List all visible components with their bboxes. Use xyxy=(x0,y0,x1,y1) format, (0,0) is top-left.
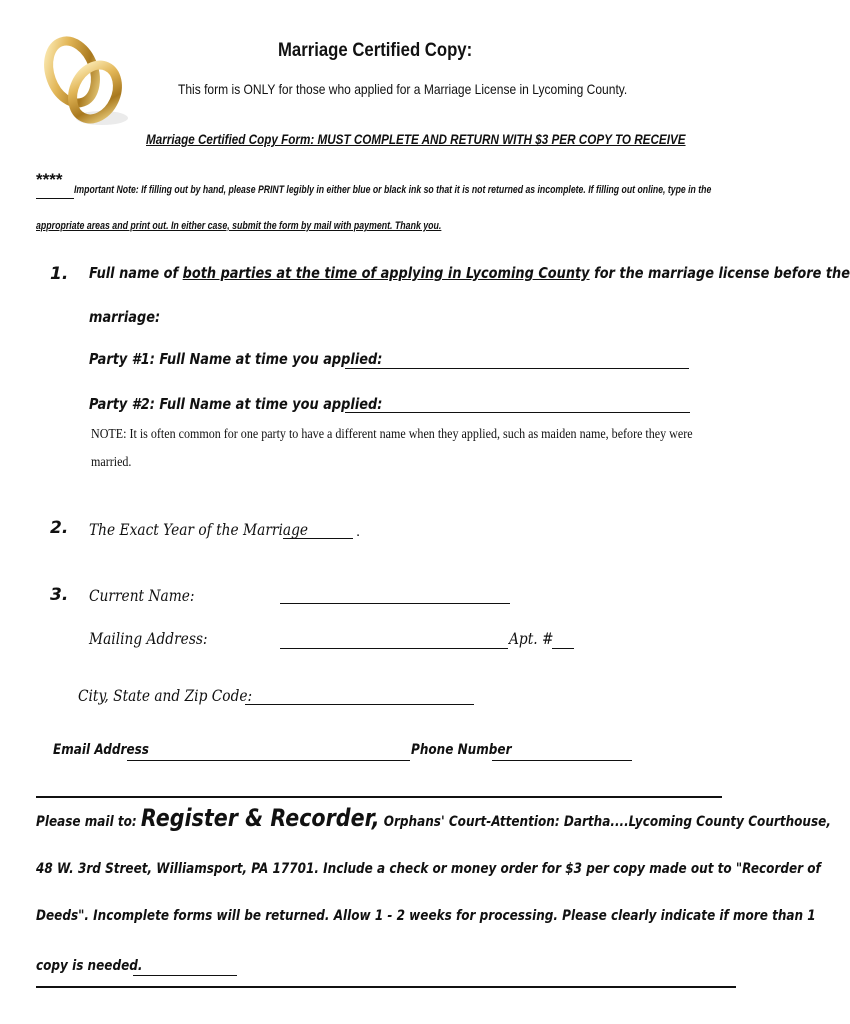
mailing-line3: Deeds". Incomplete forms will be returned. Allow 1 - 2 weeks for processing. Please clearly indicate if more than 1 xyxy=(36,908,816,924)
page-title: Marriage Certified Copy: xyxy=(278,40,473,61)
important-note-line1: Important Note: If filling out by hand, please PRINT legibly in either blue or black ink so that it is not returned as incomplete. If filling out online, type in the xyxy=(74,184,712,196)
current-name-field[interactable] xyxy=(280,603,510,604)
email-label: Email Address xyxy=(53,742,149,758)
section-1-text-d: marriage: xyxy=(89,308,161,326)
party2-label: Party #2: Full Name at time you applied: xyxy=(89,395,383,413)
divider xyxy=(36,198,74,199)
mailing-address-label: Mailing Address: xyxy=(89,629,208,648)
section-1-number: 1. xyxy=(50,264,69,284)
section-1-text-c: for the marriage license before the xyxy=(589,264,850,282)
mailing-address-field[interactable] xyxy=(280,648,508,649)
section-1-text-a: Full name of xyxy=(89,264,183,282)
note-stars: **** xyxy=(36,170,63,189)
important-note-line2: appropriate areas and print out. In either case, submit the form by mail with payment. Thank you. xyxy=(36,220,442,232)
city-state-zip-label: City, State and Zip Code: xyxy=(78,686,253,705)
city-state-zip-field[interactable] xyxy=(245,704,474,705)
section-divider-bottom xyxy=(36,986,736,988)
section-3-number: 3. xyxy=(50,585,69,605)
mailing-line4: copy is needed. xyxy=(36,958,143,974)
register-recorder: Register & Recorder, xyxy=(140,804,380,832)
current-name-label: Current Name: xyxy=(89,586,195,605)
name-note-line2: married. xyxy=(91,455,132,470)
wedding-rings-icon xyxy=(40,22,130,132)
year-of-marriage-label: The Exact Year of the Marriage xyxy=(89,520,309,539)
please-mail-label: Please mail to: xyxy=(36,814,141,830)
mailing-line1 xyxy=(36,804,831,832)
party1-label: Party #1: Full Name at time you applied: xyxy=(89,350,383,368)
party1-name-field[interactable] xyxy=(345,368,689,369)
year-of-marriage-field[interactable] xyxy=(283,538,353,539)
form-instruction: Marriage Certified Copy Form: MUST COMPLETE AND RETURN WITH $3 PER COPY TO RECEIVE xyxy=(146,131,686,147)
orphans-court-text: Orphans' Court-Attention: Dartha....Lycoming County Courthouse, xyxy=(379,814,831,830)
section-1-text xyxy=(89,264,850,282)
section-2-number: 2. xyxy=(50,518,69,538)
page-subtitle: This form is ONLY for those who applied for a Marriage License in Lycoming County. xyxy=(178,81,628,97)
apt-field[interactable] xyxy=(552,648,574,649)
section-1-text-b: both parties at the time of applying in Lycoming County xyxy=(182,264,590,282)
apt-label: Apt. # xyxy=(509,629,554,648)
mailing-line2: 48 W. 3rd Street, Williamsport, PA 17701. Include a check or money order for $3 per copy made out to "Recorder of xyxy=(36,861,821,877)
name-note-line1: NOTE: It is often common for one party to have a different name when they applied, such as maiden name, before they were xyxy=(91,427,693,442)
year-trailing-period: . xyxy=(356,523,361,540)
party2-name-field[interactable] xyxy=(345,412,690,413)
phone-field[interactable] xyxy=(492,760,632,761)
section-divider-top xyxy=(36,796,722,798)
phone-label: Phone Number xyxy=(411,742,512,758)
email-field[interactable] xyxy=(127,760,410,761)
copies-needed-field[interactable] xyxy=(133,975,237,976)
